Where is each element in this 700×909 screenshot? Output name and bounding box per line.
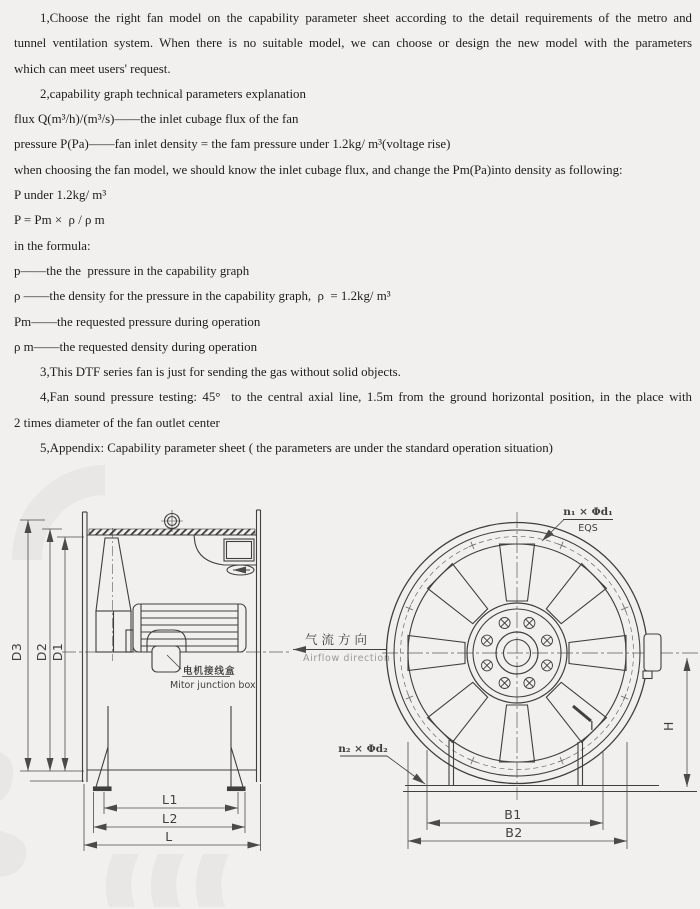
- doc-line: 3,This DTF series fan is just for sending the gas without solid objects.: [40, 365, 401, 380]
- terminal-box: [643, 634, 661, 679]
- doc-line: 1,Choose the right fan model on the capability parameter sheet according to the detail requirements of the metro and: [40, 11, 692, 25]
- airflow-direction: [293, 632, 390, 664]
- doc-line: ρ m——the requested density during operation: [14, 339, 258, 354]
- dim-label-d1: D1: [50, 642, 65, 662]
- doc-line: ρ ——the density for the pressure in the capability graph, ρ = 1.2kg/ m³: [14, 289, 391, 304]
- doc-line: 4,Fan sound pressure testing: 45° to the central axial line, 1.5m from the ground horizontal position, in the place with: [40, 390, 692, 405]
- doc-line: P = Pm × ρ / ρ m: [14, 213, 105, 228]
- doc-line: P under 1.2kg/ m³: [14, 188, 107, 203]
- side-view-drawing: [9, 510, 292, 851]
- doc-line: which can meet users' request.: [14, 61, 171, 76]
- doc-line: 5,Appendix: Capability parameter sheet ( the parameters are under the standard operation situation): [40, 441, 553, 456]
- motor-junction-box: [147, 630, 186, 672]
- rim-mark-label: I: [590, 718, 595, 733]
- base-frame: [403, 740, 697, 792]
- doc-line: pressure P(Pa)——fan inlet density = the fam pressure under 1.2kg/ m³(voltage rise): [14, 137, 451, 152]
- doc-line: 2 times diameter of the fan outlet center: [14, 415, 220, 430]
- dim-label-d3: D3: [9, 642, 24, 662]
- rim-weld-mark: [573, 706, 591, 721]
- doc-line: when choosing the fan model, we should know the inlet cubage flux, and change the Pm(Pa)into density as following:: [14, 162, 623, 177]
- document-text: [14, 6, 692, 461]
- doc-line: 2,capability graph technical parameters explanation: [40, 86, 306, 101]
- base-bolts-callout: [340, 756, 425, 784]
- doc-line: Pm——the requested pressure during operation: [14, 314, 261, 329]
- dim-label-l2: L2: [162, 811, 178, 826]
- dim-label-b2: B2: [505, 825, 523, 840]
- junction-box-label-en: Mitor junction box: [170, 680, 256, 691]
- airflow-label-cn: 气流方向: [305, 632, 372, 647]
- doc-line: tunnel ventilation system. When there is no suitable model, we can choose or design the new model with the parameters: [14, 36, 692, 51]
- dim-label-d2: D2: [34, 642, 49, 662]
- dim-label-h: H: [661, 721, 676, 731]
- junction-box-label-cn: 电机接线盒: [183, 666, 236, 677]
- base-bolts-label: n₂ × Φd₂: [338, 743, 388, 755]
- rim-bolts-note: EQS: [578, 523, 598, 534]
- doc-line: in the formula:: [14, 238, 91, 253]
- airflow-label-en: Airflow direction: [303, 653, 391, 664]
- doc-line: flux Q(m³/h)/(m³/s)——the inlet cubage flux of the fan: [14, 112, 299, 127]
- nameplate-panel: [194, 535, 257, 575]
- dim-label-b1: B1: [504, 807, 522, 822]
- dim-label-l: L: [165, 829, 173, 844]
- dim-label-l1: L1: [162, 792, 178, 807]
- rim-bolts-label: n₁ × Φd₁: [563, 506, 613, 518]
- front-view-drawing: [338, 506, 700, 849]
- doc-line: p——the the pressure in the capability graph: [14, 263, 250, 278]
- mounting-legs: [94, 706, 246, 791]
